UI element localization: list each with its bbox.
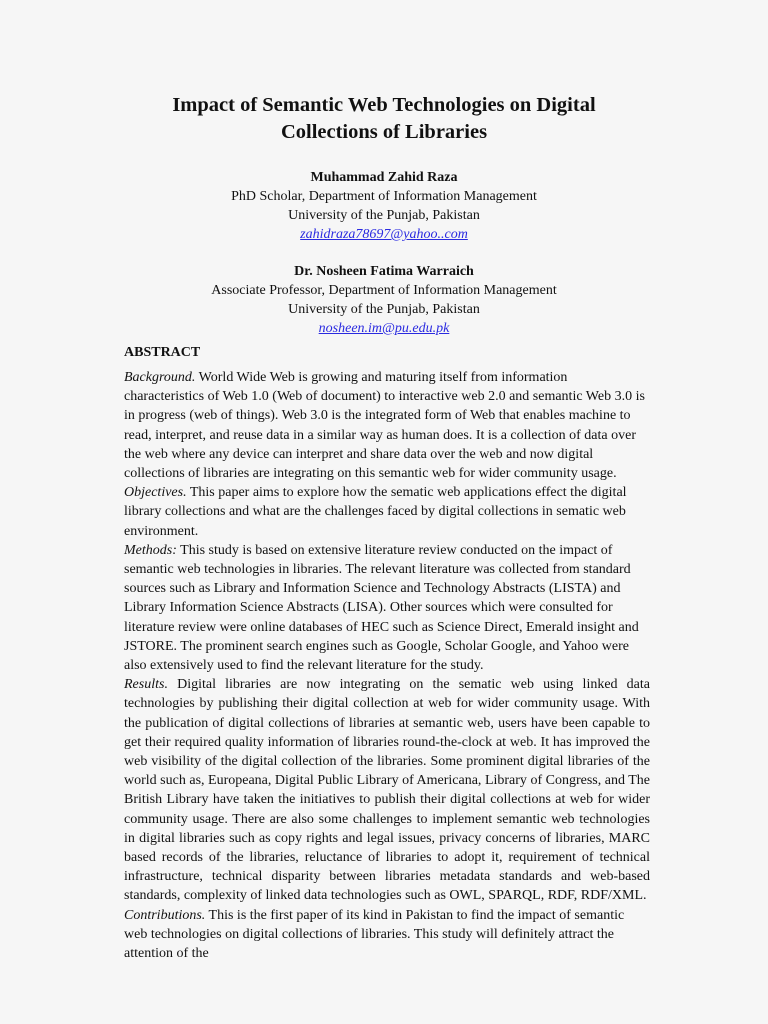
author-1-affiliation: University of the Punjab, Pakistan <box>288 208 480 223</box>
methods-label: Methods: <box>124 542 177 558</box>
background-label: Background. <box>124 370 196 385</box>
author-2-name: Dr. Nosheen Fatima Warraich <box>294 264 474 279</box>
author-1-name: Muhammad Zahid Raza <box>310 170 458 185</box>
abstract-objectives <box>124 483 650 541</box>
author-2-affiliation: University of the Punjab, Pakistan <box>288 302 480 317</box>
abstract-body <box>124 368 650 963</box>
abstract-methods <box>124 541 650 675</box>
methods-text: This study is based on extensive literature review conducted on the impact of semantic web technologies in libraries. The relevant literature was collected from standard sources such as Library and Information Science and Technology Abstracts (LISTA) and Library Information Science Abstracts (LISA). Other sources which were consulted for literature review were online databases of HEC such as Science Direct, Emerald insight and JSTORE. The prominent search engines such as Google, Scholar Google, and Yahoo were also extensively used to find the relevant literature for the study. <box>124 542 639 674</box>
abstract-contributions <box>124 906 650 964</box>
author-1-role: PhD Scholar, Department of Information Management <box>231 189 537 204</box>
abstract-heading: ABSTRACT <box>124 345 201 360</box>
author-1 <box>124 168 644 244</box>
paper-title: Impact of Semantic Web Technologies on Digital Collections of Libraries <box>172 94 596 143</box>
background-text: World Wide Web is growing and maturing itself from information characteristics of Web 1.0 (Web of document) to interactive web 2.0 and semantic Web 3.0 is in progress (web of things). Web 3.0 is the integrated form of Web that enables machine to read, interpret, and reuse data in a similar way as human does. It is a collection of data over the web where any device can interpret and share data over the web and now digital collections of libraries are integrating on this semantic web for wider community usage. <box>124 370 645 482</box>
results-text: Digital libraries are now integrating on the sematic web using linked data technologies by publishing their digital collection at web for wider community usage. With the publication of digital collections of libraries at semantic web, users have been capable to get their required quality information of libraries round-the-clock at web. It has improved the web visibility of the digital collection of the libraries. Some prominent digital libraries of the world such as, Europeana, Digital Public Library of Americana, Library of Congress, and The British Library have taken the initiatives to publish their digital collections at web for wider community usage. There are also some challenges to implement semantic web technologies in digital libraries such as copy rights and legal issues, privacy concerns of libraries, MARC based records of the libraries, reluctance of libraries to adopt it, requirement of technical infrastructure, technical disparity between libraries metadata standards and web-based standards, complexity of linked data technologies such as OWL, SPARQL, RDF, RDF/XML. <box>124 677 650 904</box>
objectives-label: Objectives. <box>124 485 187 501</box>
contributions-text: This is the first paper of its kind in Pakistan to find the impact of semantic web technologies on digital collections of libraries. This study will definitely attract the attention of the <box>124 907 625 962</box>
author-2-email-link[interactable]: nosheen.im@pu.edu.pk <box>318 321 450 336</box>
author-2 <box>124 262 644 338</box>
author-2-role: Associate Professor, Department of Information Management <box>211 283 557 298</box>
abstract-results <box>124 675 650 905</box>
author-1-email-link[interactable]: zahidraza78697@yahoo..com <box>300 227 468 242</box>
authors-block <box>124 168 644 338</box>
abstract-background <box>124 368 650 483</box>
results-label: Results. <box>124 677 168 693</box>
contributions-label: Contributions. <box>124 907 206 923</box>
objectives-text: This paper aims to explore how the sematic web applications effect the digital library collections and what are the challenges faced by digital collections in sematic web environment. <box>124 485 627 539</box>
